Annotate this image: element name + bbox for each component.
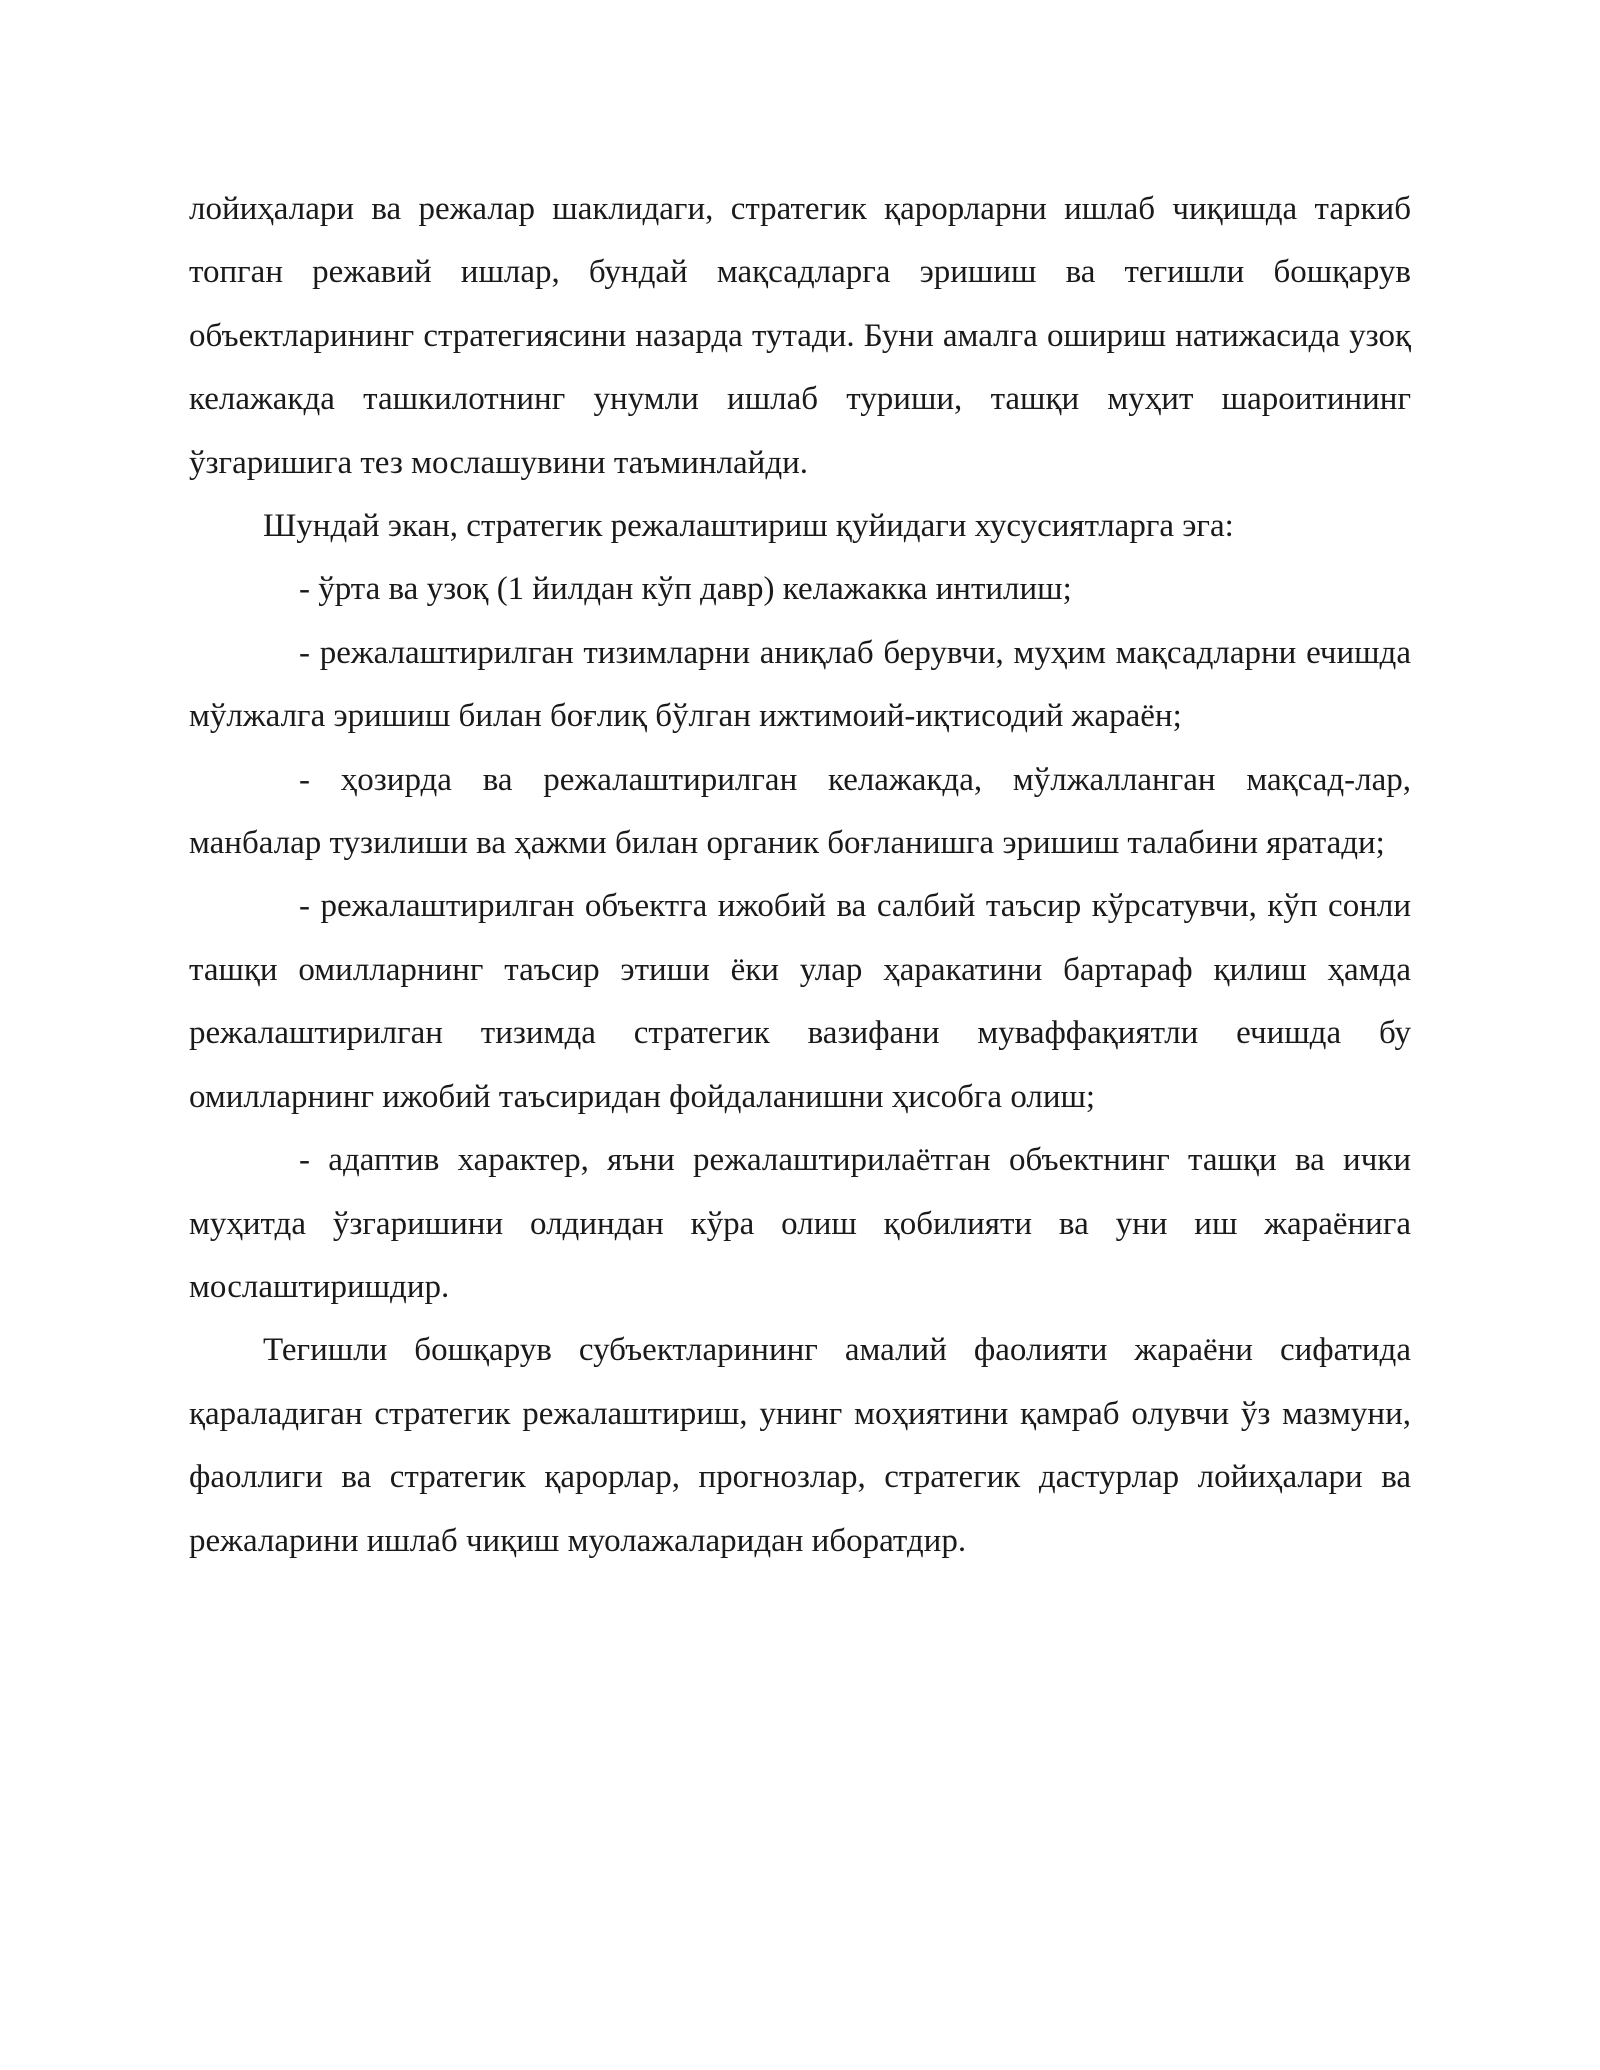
paragraph-intro-list: Шундай экан, стратегик режалаштириш қуйидаги хусусиятларга эга: xyxy=(263,508,1234,545)
list-item-2: - режалаштирилган тизимларни аниқлаб берувчи, муҳим мақсадларни ечишда мўлжалга эришиш билан боғлиқ бўлган ижтимоий-иқтисодий жараён; xyxy=(189,634,1411,735)
list-item-4: - режалаштирилган объектга ижобий ва салбий таъсир кўрсатувчи, кўп сонли ташқи омилларнинг таъсир этиши ёки улар ҳаракатини бартараф қилиш ҳамда режалаштирилган тизимда стратегик вазифани муваффақиятли ечишда бу омилларнинг ижобий таъсиридан фойдаланишни ҳисобга олиш; xyxy=(189,888,1411,1115)
list-item-3: - ҳозирда ва режалаштирилган келажакда, мўлжалланган мақсад-лар, манбалар тузилиши ва ҳажми билан органик боғланишга эришиш талабини яратади; xyxy=(189,761,1411,862)
list-item-5: - адаптив характер, яъни режалаштирилаётган объектнинг ташқи ва ички муҳитда ўзгаришини олдиндан кўра олиш қобилияти ва уни иш жараёнига мослаштиришдир. xyxy=(189,1142,1411,1305)
paragraph-continuation: лойиҳалари ва режалар шаклидаги, стратегик қарорларни ишлаб чиқишда таркиб топган режавий ишлар, бундай мақсадларга эришиш ва тегишли бошқарув объектларининг стратегиясини назарда тутади. Буни амалга ошириш натижасида узоқ келажакда ташкилотнинг унумли ишлаб туриши, ташқи муҳит шароитининг ўзгаришига тез мослашувини таъминлайди. xyxy=(189,191,1411,481)
paragraph-conclusion: Тегишли бошқарув субъектларининг амалий фаолияти жараёни сифатида қараладиган стратегик режалаштириш, унинг моҳиятини қамраб олувчи ўз мазмуни, фаоллиги ва стратегик қарорлар, прогнозлар, стратегик дастурлар лойиҳалари ва режаларини ишлаб чиқиш муолажаларидан иборатдир. xyxy=(189,1332,1411,1559)
document-page xyxy=(189,178,1411,1573)
list-item-1: - ўрта ва узоқ (1 йилдан кўп давр) келажакка интилиш; xyxy=(299,571,1072,608)
